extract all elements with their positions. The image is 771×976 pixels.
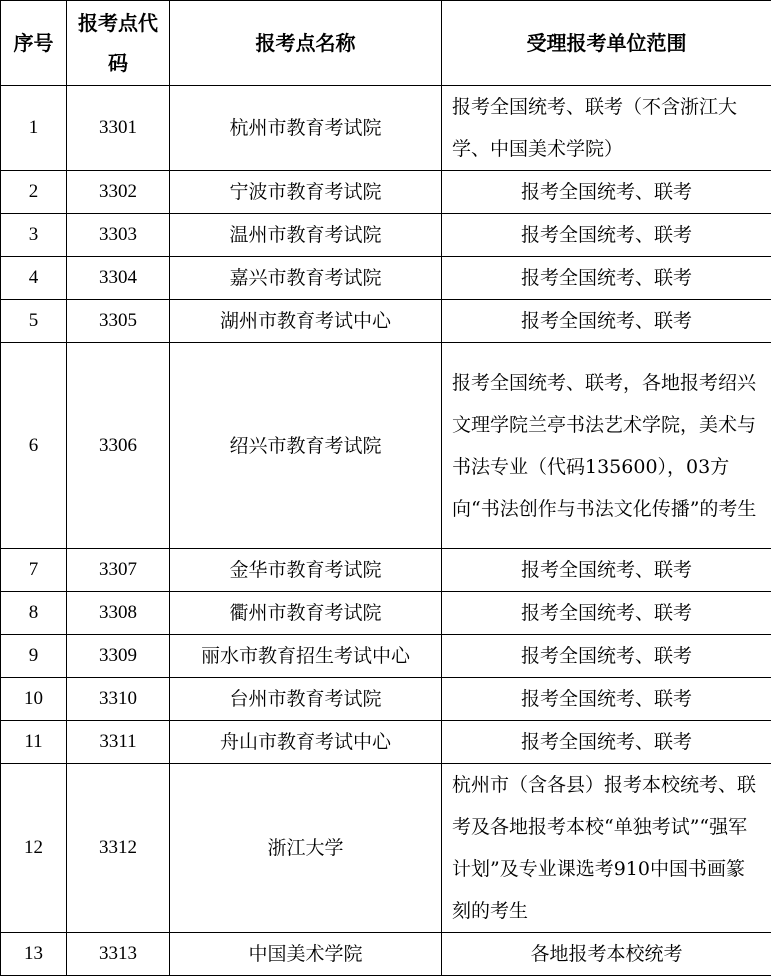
row-seq: 2 [1, 171, 67, 214]
row-code: 3301 [67, 86, 170, 171]
row-scope: 报考全国统考、联考 [442, 635, 771, 678]
row-code: 3303 [67, 214, 170, 257]
row-seq: 7 [1, 549, 67, 592]
header-name: 报考点名称 [170, 1, 442, 86]
row-site-name: 湖州市教育考试中心 [170, 300, 442, 343]
row-site-name: 嘉兴市教育考试院 [170, 257, 442, 300]
row-seq: 6 [1, 343, 67, 549]
row-seq: 3 [1, 214, 67, 257]
row-site-name: 温州市教育考试院 [170, 214, 442, 257]
table-row [1, 214, 771, 257]
row-seq: 12 [1, 764, 67, 933]
row-scope: 杭州市（含各县）报考本校统考、联考及各地报考本校“单独考试”“强军计划”及专业课选考910中国书画篆刻的考生 [442, 764, 771, 933]
table-row [1, 549, 771, 592]
row-site-name: 衢州市教育考试院 [170, 592, 442, 635]
header-seq: 序号 [1, 1, 67, 86]
table-row [1, 171, 771, 214]
row-code: 3308 [67, 592, 170, 635]
table-row [1, 764, 771, 933]
header-scope: 受理报考单位范围 [442, 1, 771, 86]
row-seq: 11 [1, 721, 67, 764]
table-row [1, 86, 771, 171]
table-row [1, 635, 771, 678]
row-site-name: 舟山市教育考试中心 [170, 721, 442, 764]
row-code: 3304 [67, 257, 170, 300]
row-site-name: 浙江大学 [170, 764, 442, 933]
row-code: 3306 [67, 343, 170, 549]
row-code: 3309 [67, 635, 170, 678]
row-scope: 报考全国统考、联考 [442, 214, 771, 257]
row-seq: 8 [1, 592, 67, 635]
row-seq: 4 [1, 257, 67, 300]
row-scope: 报考全国统考、联考 [442, 678, 771, 721]
row-code: 3310 [67, 678, 170, 721]
row-scope: 报考全国统考、联考 [442, 300, 771, 343]
row-scope: 各地报考本校统考 [442, 933, 771, 976]
row-site-name: 杭州市教育考试院 [170, 86, 442, 171]
row-seq: 5 [1, 300, 67, 343]
table-row [1, 933, 771, 976]
table-header-row [1, 1, 771, 86]
table-row [1, 343, 771, 549]
row-scope: 报考全国统考、联考 [442, 721, 771, 764]
row-scope: 报考全国统考、联考，各地报考绍兴文理学院兰亭书法艺术学院，美术与书法专业（代码135600），03方向“书法创作与书法文化传播”的考生 [442, 343, 771, 549]
row-scope: 报考全国统考、联考 [442, 592, 771, 635]
row-code: 3311 [67, 721, 170, 764]
row-site-name: 丽水市教育招生考试中心 [170, 635, 442, 678]
row-scope: 报考全国统考、联考（不含浙江大学、中国美术学院） [442, 86, 771, 171]
row-site-name: 宁波市教育考试院 [170, 171, 442, 214]
table-row [1, 257, 771, 300]
row-code: 3312 [67, 764, 170, 933]
row-site-name: 中国美术学院 [170, 933, 442, 976]
row-seq: 10 [1, 678, 67, 721]
row-site-name: 绍兴市教育考试院 [170, 343, 442, 549]
table-row [1, 721, 771, 764]
row-code: 3305 [67, 300, 170, 343]
table-row [1, 678, 771, 721]
table-row [1, 592, 771, 635]
row-seq: 13 [1, 933, 67, 976]
row-code: 3302 [67, 171, 170, 214]
row-scope: 报考全国统考、联考 [442, 257, 771, 300]
header-code: 报考点代码 [67, 1, 170, 86]
row-scope: 报考全国统考、联考 [442, 171, 771, 214]
row-code: 3307 [67, 549, 170, 592]
row-code: 3313 [67, 933, 170, 976]
row-seq: 1 [1, 86, 67, 171]
row-scope: 报考全国统考、联考 [442, 549, 771, 592]
row-site-name: 台州市教育考试院 [170, 678, 442, 721]
row-site-name: 金华市教育考试院 [170, 549, 442, 592]
row-seq: 9 [1, 635, 67, 678]
table-row [1, 300, 771, 343]
